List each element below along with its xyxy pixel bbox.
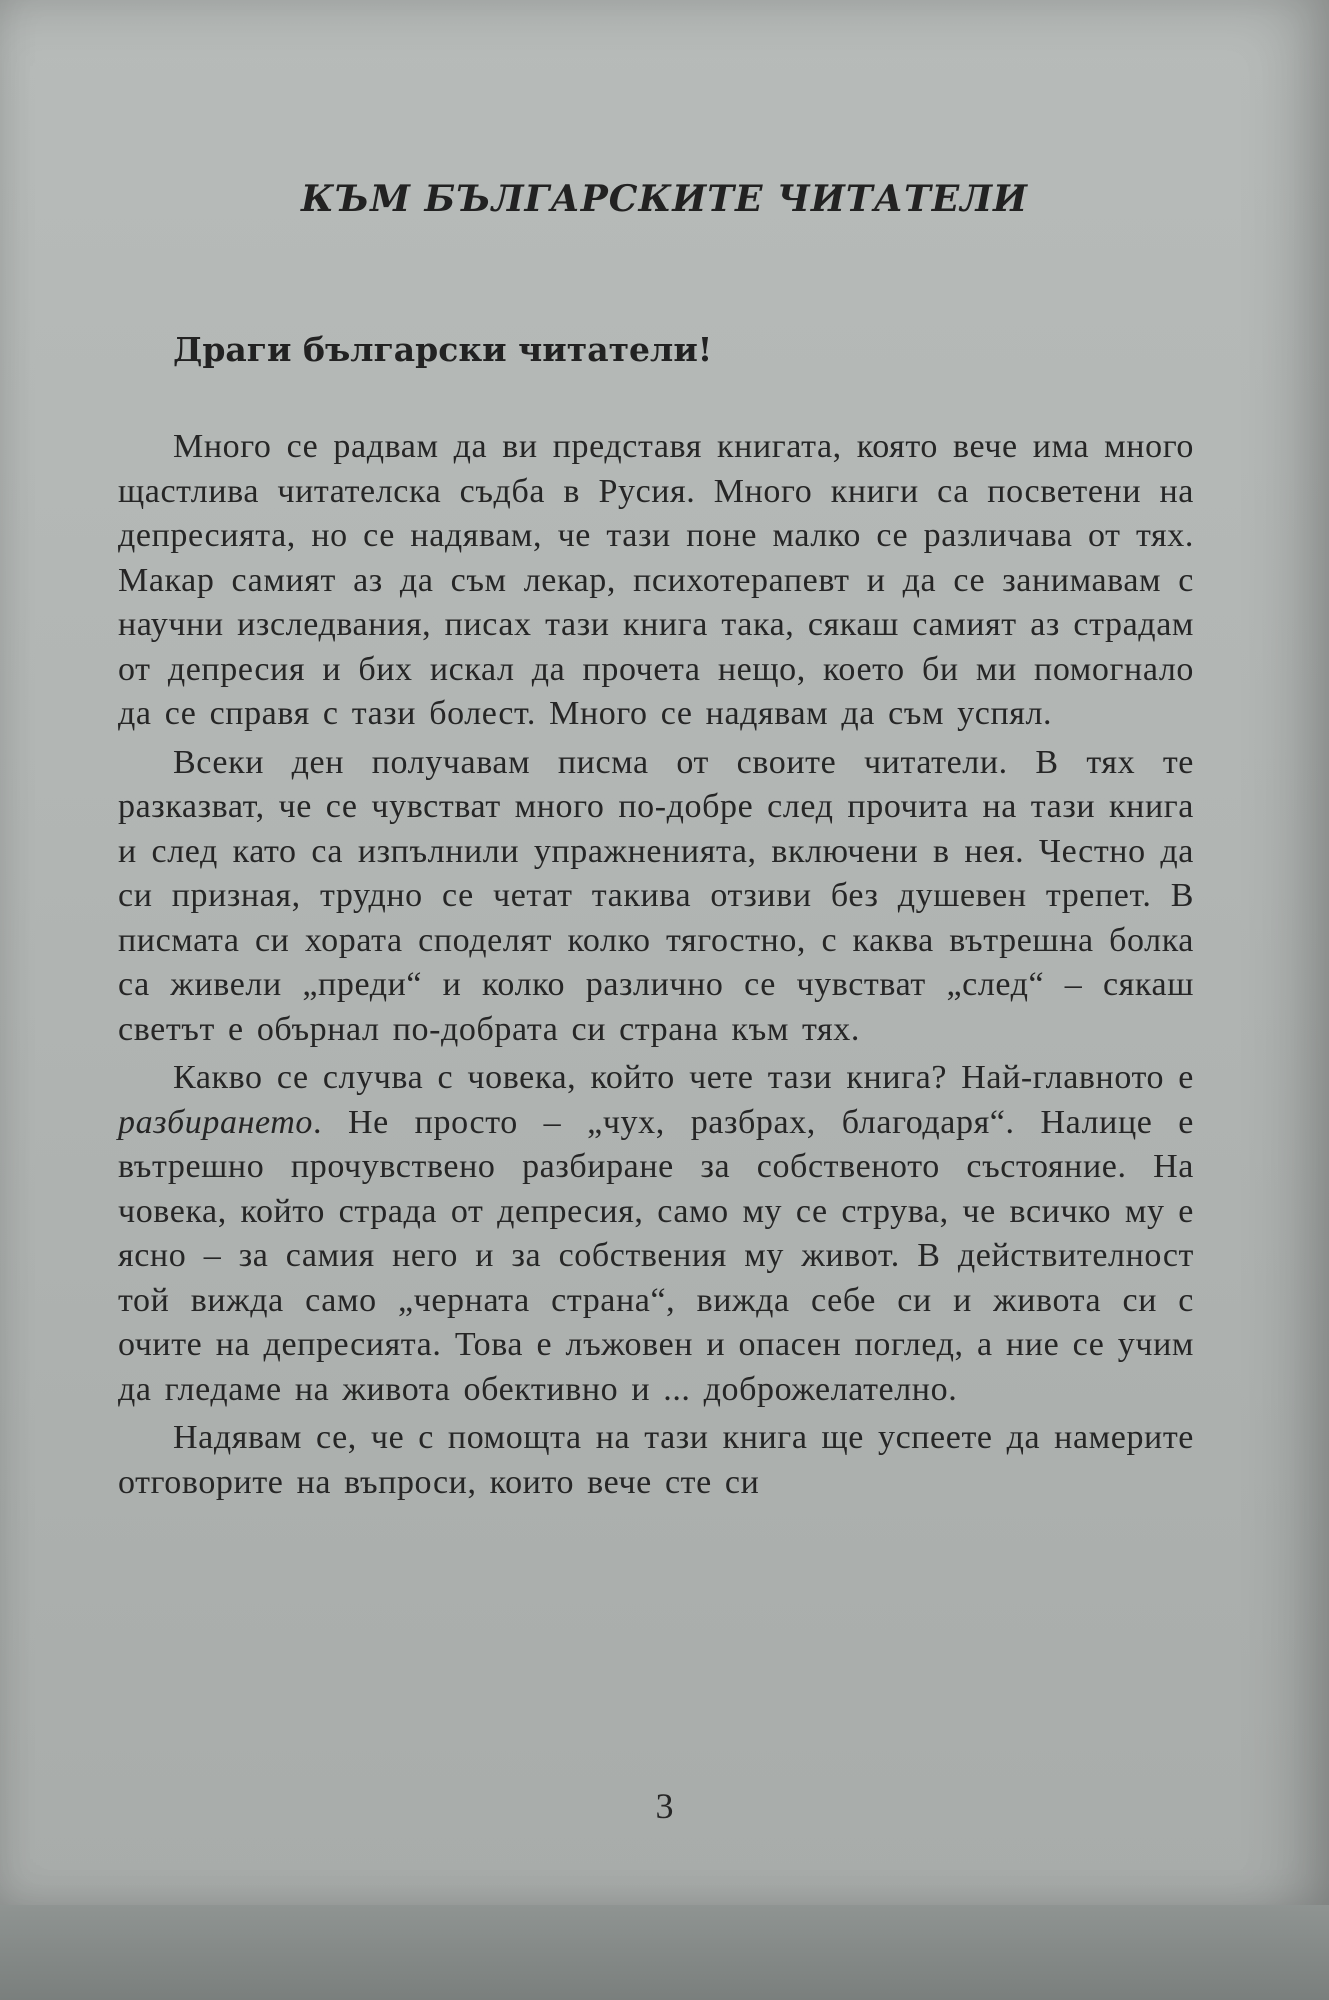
body-text <box>118 425 1194 1509</box>
salutation: Драги български читатели! <box>173 330 713 369</box>
paragraph-2: Всеки ден получавам писма от своите читатели. В тях те разказват, че се чувстват много по-добре след прочита на тази книга и след като са изпълнили упражненията, включени в нея. Честно да си призная, трудно се четат такива отзиви без душевен трепет. В писмата си хората споделят колко тягостно, с каква вътрешна болка са живели „преди“ и колко различно се чувстват „след“ – сякаш светът е обърнал по-добрата си страна към тях. <box>118 743 1194 1048</box>
page-bottom-edge <box>0 1905 1329 2000</box>
paragraph-3-emphasis: разбирането <box>118 1103 314 1141</box>
paragraph-3-text-before: Какво се случва с човека, който чете тази книга? Най-главното е <box>173 1059 1194 1096</box>
page-number: 3 <box>655 1786 674 1826</box>
paragraph-1: Много се радвам да ви представя книгата, която вече има много щастлива читателска съдба в Русия. Много книги са посветени на депресията, но се надявам, че тази поне малко се различава от тях. Макар самият аз да съм лекар, психотерапевт и да се занимавам с научни изследвания, писах тази книга така, сякаш самият аз страдам от депресия и бих искал да прочета нещо, което би ми помогнало да се справя с тази болест. Много се надявам да съм успял. <box>118 428 1194 732</box>
paragraph-4: Надявам се, че с помощта на тази книга ще успеете да намерите отговорите на въпроси, които вече сте си <box>118 1419 1194 1501</box>
paragraph-3-text-after: . Не просто – „чух, разбрах, благодаря“. Налице е вътрешно прочувствено разбиране за собственото състояние. На човека, който страда от депресия, само му се струва, че всичко му е ясно – за самия него и за собствения му живот. В действителност той вижда само „черната страна“, вижда себе си и живота си с очите на депресията. Това е лъжовен и опасен поглед, а ние се учим да гледаме на живота обективно и ... доброжелателно. <box>118 1103 1194 1408</box>
paragraph-3 <box>118 1056 1194 1412</box>
chapter-title: КЪМ БЪЛГАРСКИТЕ ЧИТАТЕЛИ <box>300 178 1029 220</box>
